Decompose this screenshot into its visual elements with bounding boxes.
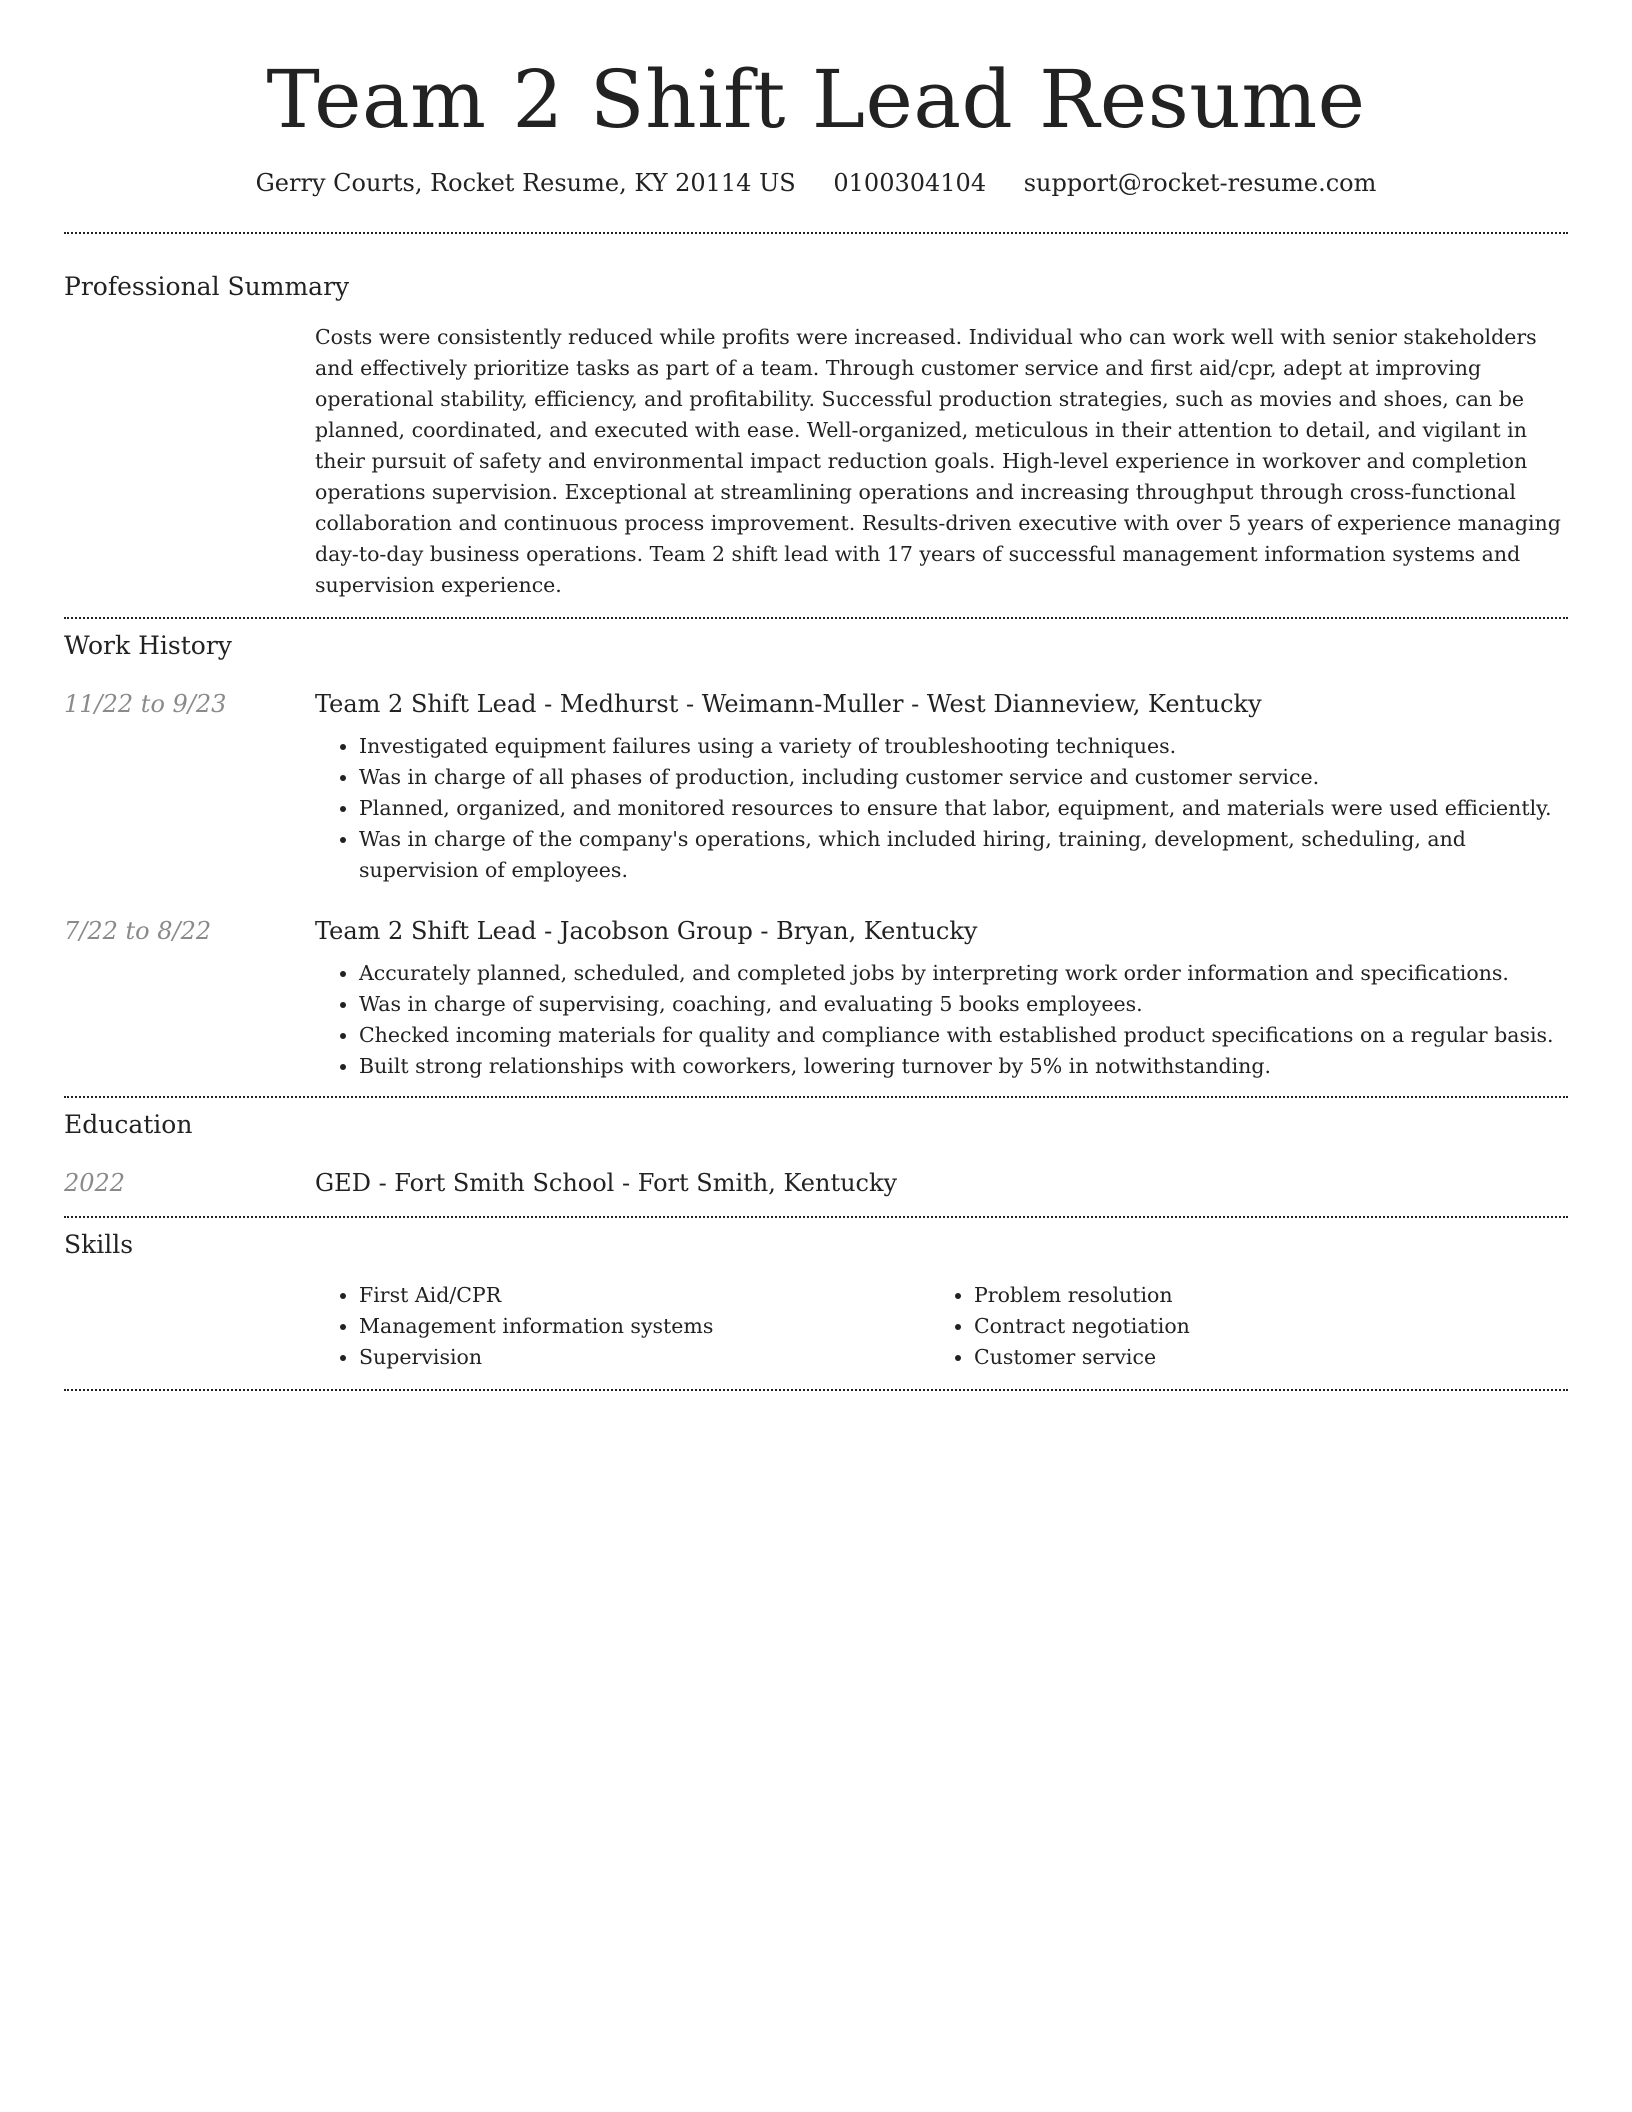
contact-line	[64, 166, 1568, 200]
section-heading-skills: Skills	[64, 1230, 134, 1259]
contact-phone: 0100304104	[833, 169, 987, 197]
job-bullets	[315, 958, 1568, 1082]
job-bullet: • Investigated equipment failures using a variety of troubleshooting techniques.	[359, 731, 1568, 762]
job-dates: 7/22 to 8/22	[64, 917, 212, 945]
contact-address: Gerry Courts, Rocket Resume, KY 20114 US	[255, 169, 796, 197]
divider	[64, 1389, 1568, 1391]
job-bullet: • Was in charge of all phases of production, including customer service and customer service.	[359, 762, 1568, 793]
section-heading-work-history: Work History	[64, 631, 232, 660]
skill-item: • Management information systems	[359, 1311, 930, 1342]
skill-item: • Contract negotiation	[974, 1311, 1545, 1342]
contact-email: support@rocket-resume.com	[1023, 169, 1377, 197]
skills-list-left	[315, 1280, 930, 1373]
job-bullet: • Planned, organized, and monitored resources to ensure that labor, equipment, and materials were used efficiently.	[359, 793, 1568, 824]
work-history-section	[64, 619, 1568, 1082]
skill-item: • First Aid/CPR	[359, 1280, 930, 1311]
skill-item: • Problem resolution	[974, 1280, 1545, 1311]
skills-grid	[315, 1280, 1568, 1373]
job-bullet: • Was in charge of the company's operations, which included hiring, training, development, scheduling, and supervision of employees.	[359, 824, 1568, 886]
job-entry	[64, 687, 1568, 886]
summary-text: Costs were consistently reduced while profits were increased. Individual who can work well with senior stakeholders and effectively prioritize tasks as part of a team. Through customer service and first aid/cpr, adept at improving operational stability, efficiency, and profitability. Successful production strategies, such as movies and shoes, can be planned, coordinated, and executed with ease. Well-organized, meticulous in their attention to detail, and vigilant in their pursuit of safety and environmental impact reduction goals. High-level experience in workover and completion operations supervision. Exceptional at streamlining operations and increasing throughput through cross-functional collaboration and continuous process improvement. Results-driven executive with over 5 years of experience managing day-to-day business operations. Team 2 shift lead with 17 years of successful management information systems and supervision experience.	[315, 325, 1561, 597]
skill-item: • Customer service	[974, 1342, 1545, 1373]
job-bullet: • Checked incoming materials for quality and compliance with established product specifications on a regular basis.	[359, 1020, 1568, 1051]
section-heading-summary: Professional Summary	[64, 272, 350, 301]
job-entry	[64, 914, 1568, 1082]
job-title: Team 2 Shift Lead - Jacobson Group - Bryan, Kentucky	[315, 917, 978, 945]
education-year: 2022	[64, 1169, 126, 1197]
job-dates: 11/22 to 9/23	[64, 690, 227, 718]
education-entry	[64, 1166, 1568, 1200]
job-bullet: • Accurately planned, scheduled, and completed jobs by interpreting work order information and specifications.	[359, 958, 1568, 989]
job-bullet: • Was in charge of supervising, coaching, and evaluating 5 books employees.	[359, 989, 1568, 1020]
education-degree: GED - Fort Smith School - Fort Smith, Kentucky	[315, 1169, 898, 1197]
education-section	[64, 1098, 1568, 1200]
summary-section	[64, 234, 1568, 601]
resume-title: Team 2 Shift Lead Resume	[266, 53, 1366, 146]
job-title: Team 2 Shift Lead - Medhurst - Weimann-Muller - West Dianneview, Kentucky	[315, 690, 1262, 718]
job-bullets	[315, 731, 1568, 886]
skills-section	[64, 1218, 1568, 1373]
skills-list-right	[930, 1280, 1545, 1373]
job-bullet: • Built strong relationships with coworkers, lowering turnover by 5% in notwithstanding.	[359, 1051, 1568, 1082]
section-heading-education: Education	[64, 1110, 193, 1139]
skill-item: • Supervision	[359, 1342, 930, 1373]
